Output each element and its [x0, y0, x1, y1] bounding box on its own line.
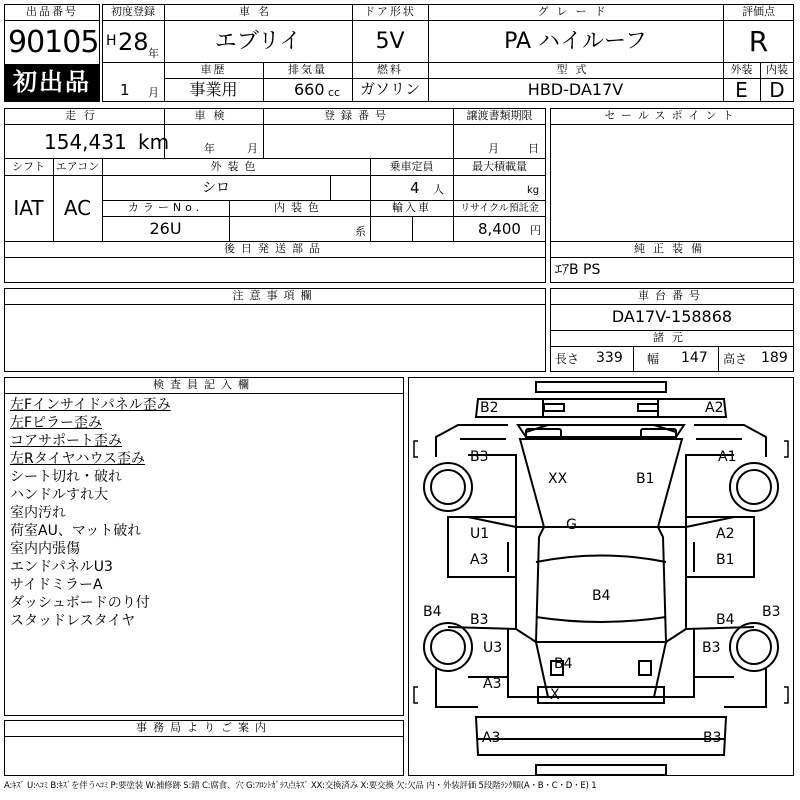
width-value: 147 [681, 350, 708, 366]
inspector-note: 荷室AU、マット破れ [10, 523, 142, 539]
load-label: 最大積載量 [472, 160, 527, 173]
capacity-unit: 人 [433, 183, 444, 196]
mileage-label: 走行 [65, 109, 103, 122]
era: H [106, 33, 117, 49]
model-value: HBD-DA17V [527, 80, 624, 99]
damage-mark: U1 [470, 526, 490, 542]
damage-mark: B3 [762, 604, 781, 620]
damage-mark: G [566, 517, 577, 533]
damage-mark: B3 [470, 612, 489, 628]
later-parts-label: 後日発送部品 [224, 242, 326, 255]
score-label: 評価点 [742, 5, 775, 18]
recycle-label: リサイクル預託金 [460, 203, 539, 214]
interior-value: D [769, 78, 785, 102]
recycle-unit: 円 [530, 224, 541, 237]
transfer-month-unit: 月 [488, 142, 499, 155]
import-label: 輸入車 [392, 201, 431, 214]
damage-mark: B3 [702, 640, 721, 656]
int-color-unit: 系 [355, 225, 366, 238]
capacity-label: 乗車定員 [389, 160, 434, 173]
damage-mark: B4 [716, 612, 735, 628]
displacement-unit: cc [328, 86, 341, 99]
car-diagram [408, 377, 794, 776]
damage-mark: B4 [592, 588, 611, 604]
capacity-value: 4 [410, 179, 420, 197]
damage-mark: A1 [718, 449, 737, 465]
door-value: 5V [375, 29, 405, 54]
inspector-note: シート切れ・破れ [10, 469, 122, 485]
inspector-note: 室内汚れ [10, 505, 66, 521]
color-no-value: 26U [149, 219, 182, 238]
inspector-note: コアサポート歪み [10, 433, 122, 449]
name-label: 車名 [239, 5, 277, 18]
ac-value: AC [63, 196, 92, 220]
model-label: 型式 [556, 63, 595, 76]
inspection-year-unit: 年 [204, 142, 215, 155]
ac-label: エアコン [55, 160, 100, 173]
mileage-value: 154,431 [44, 130, 127, 154]
grade-value: PA ハイルーフ [504, 29, 647, 54]
interior-label: 内装 [766, 63, 788, 76]
inspector-note: エンドパネルU3 [10, 559, 113, 575]
specs-label: 諸元 [653, 331, 691, 344]
first-listing-text: 初出品 [13, 68, 91, 96]
inspector-note: ダッシュボードのり付 [10, 595, 150, 611]
shift-value: IAT [13, 196, 44, 220]
inspector-note: サイドミラーA [10, 577, 103, 593]
car-name: エブリイ [214, 29, 302, 54]
damage-mark: A2 [716, 526, 735, 542]
fuel-value: ガソリン [359, 80, 420, 98]
inspector-note: スタッドレスタイヤ [10, 613, 136, 629]
damage-mark: A3 [483, 676, 502, 692]
height-value: 189 [761, 350, 788, 366]
transfer-day-unit: 日 [528, 142, 539, 155]
mileage-unit: km [138, 130, 170, 154]
damage-mark: A2 [705, 400, 724, 416]
damage-mark: B1 [636, 471, 655, 487]
chassis-label: 車台番号 [638, 289, 706, 302]
reg-month: 1 [120, 81, 130, 99]
reg-year-unit: 年 [148, 47, 159, 60]
reg-month-unit: 月 [148, 86, 159, 99]
length-value: 339 [596, 350, 623, 366]
fuel-label: 燃料 [377, 63, 403, 76]
reg-no-label: 登録番号 [324, 109, 392, 122]
equipment-value: ｴｱB PS [555, 262, 601, 278]
inspector-note: 室内内張傷 [10, 541, 80, 557]
equipment-label: 純正装備 [634, 242, 710, 255]
damage-mark: U3 [483, 640, 503, 656]
sales-point-label: セールスポイント [604, 109, 740, 122]
inspector-note: ハンドルすれ大 [10, 487, 108, 503]
history-label: 車歴 [200, 63, 227, 76]
exterior-value: E [735, 78, 748, 102]
ext-color-label: 外装色 [210, 160, 262, 173]
damage-mark: B3 [470, 449, 489, 465]
int-color-label: 内装色 [274, 201, 325, 214]
inspector-note: 左Rタイヤハウス歪み [10, 451, 146, 467]
shift-label: シフト [12, 160, 45, 173]
inspector-note: 左Fピラー歪み [10, 415, 103, 431]
inspector-note: 左Fインサイドパネル歪み [10, 397, 171, 413]
displacement-value: 660 [294, 80, 325, 99]
damage-mark: X [550, 687, 560, 703]
color-no-label: カラーNo. [127, 201, 204, 214]
exterior-label: 外装 [730, 63, 753, 76]
inspection-month-unit: 月 [247, 142, 258, 155]
damage-mark: B3 [703, 730, 722, 746]
damage-mark: XX [548, 471, 568, 487]
inspector-label: 検査員記入欄 [153, 378, 255, 391]
damage-mark: A3 [470, 552, 489, 568]
door-label: ドア形状 [364, 5, 416, 18]
damage-mark: B2 [480, 400, 499, 416]
width-label: 幅 [647, 352, 660, 366]
displacement-label: 排気量 [288, 63, 327, 76]
score-value: R [748, 25, 769, 58]
lot-label: 出品番号 [26, 5, 78, 18]
damage-mark: B4 [423, 604, 442, 620]
reg-year: 28 [118, 28, 149, 56]
inspection-label: 車検 [194, 109, 233, 122]
height-label: 高さ [723, 352, 748, 366]
damage-mark: A3 [482, 730, 501, 746]
damage-mark: B1 [716, 552, 735, 568]
caution-label: 注意事項欄 [232, 289, 318, 302]
grade-label: グレード [537, 5, 614, 18]
history-value: 事業用 [189, 80, 238, 99]
load-unit: kg [527, 185, 540, 196]
legend-text: A:ｷｽﾞ U:ﾍｺﾐ B:ｷｽﾞを伴うﾍｺﾐ P:要塗装 W:補修跡 S:錆 C:腐食、穴 G:ﾌﾛﾝﾄｶﾞﾗｽ点ｷｽﾞ XX:交換済み X:要交換 欠:欠品 内・外装評価 5段階ﾗﾝｸ順(A・B・C・D・E) 1 [4, 781, 597, 791]
lot-number: 90105 [8, 25, 99, 60]
length-label: 長さ [555, 352, 580, 366]
office-notice-label: 事務局よりご案内 [136, 721, 272, 734]
recycle-value: 8,400 [478, 220, 521, 238]
damage-mark: B4 [554, 656, 573, 672]
chassis-value: DA17V-158868 [611, 307, 733, 326]
transfer-label: 譲渡書類期限 [466, 109, 533, 122]
ext-color-value: シロ [202, 180, 230, 196]
first-reg-label: 初度登録 [111, 5, 155, 18]
